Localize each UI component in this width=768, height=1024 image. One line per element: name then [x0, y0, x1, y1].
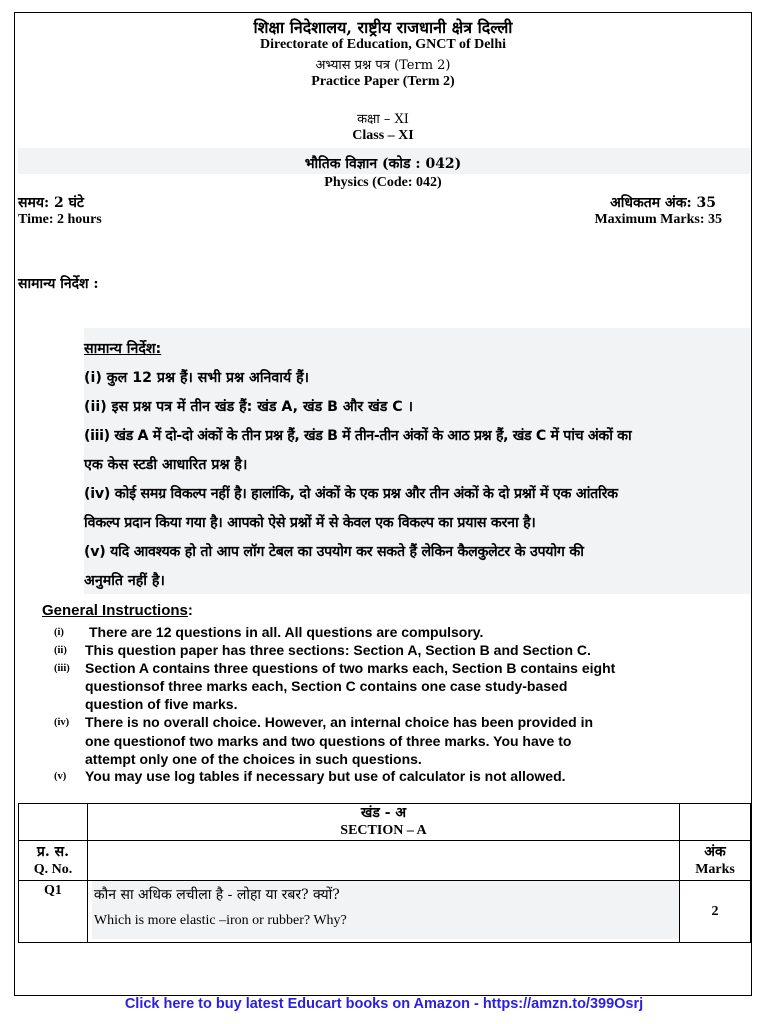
instruction-line: questionsof three marks each, Section C contains one case study-based: [85, 678, 568, 694]
question-text-hindi: कौन सा अधिक लचीला है - लोहा या रबर? क्यों?: [93, 887, 340, 903]
instruction-number: (v): [54, 771, 67, 782]
instruction-number: (iv): [54, 717, 70, 728]
general-instructions-heading-hindi: सामान्य निर्देश :: [18, 276, 99, 292]
hindi-instruction-line: एक केस स्टडी आधारित प्रश्न है।: [84, 457, 248, 473]
hindi-instructions-heading: सामान्य निर्देश:: [84, 341, 162, 357]
hindi-instruction-line: (i) कुल 12 प्रश्न हैं। सभी प्रश्न अनिवार्य हैं।: [84, 370, 310, 386]
question-cell: [87, 881, 679, 943]
hindi-instruction-line: (iv) कोई समग्र विकल्प नहीं है। हालांकि, दो अंकों के एक प्रश्न और तीन अंकों के दो प्रश्नों में एक आंतरिक: [84, 486, 618, 502]
marks-header-hindi: अंक: [704, 843, 726, 860]
max-marks-hindi: अधिकतम अंक: 35: [610, 195, 716, 211]
question-header-cell: [87, 841, 679, 881]
instruction-number: (i): [54, 627, 64, 638]
question-number: Q1: [44, 883, 62, 898]
section-header-right-cell: [680, 804, 751, 841]
footer-amazon-link[interactable]: Click here to buy latest Educart books on Amazon - https://amzn.to/399Osrj: [124, 996, 644, 1012]
instruction-line: There are 12 questions in all. All questions are compulsory.: [89, 624, 484, 640]
instruction-line: attempt only one of the choices in such questions.: [85, 751, 422, 767]
directorate-english: Directorate of Education, GNCT of Delhi: [259, 37, 506, 52]
instruction-line: You may use log tables if necessary but use of calculator is not allowed.: [85, 768, 566, 784]
time-english: Time: 2 hours: [18, 212, 102, 227]
instruction-line: There is no overall choice. However, an internal choice has been provided in: [85, 714, 594, 730]
marks-header-cell: [680, 841, 751, 881]
section-header-cell: [87, 804, 679, 841]
paper-title-english: Practice Paper (Term 2): [311, 74, 455, 89]
section-title-english: SECTION – A: [340, 823, 427, 838]
qno-cell: [19, 881, 88, 943]
section-a-table: [18, 803, 751, 943]
marks-header-english: Marks: [695, 861, 735, 877]
question-text-english: Which is more elastic –iron or rubber? Why?: [93, 913, 347, 928]
paper-title-hindi: अभ्यास प्रश्न पत्र (Term 2): [315, 58, 451, 73]
qno-header-hindi: प्र. स.: [36, 843, 69, 860]
question-marks: 2: [711, 903, 719, 919]
hindi-instruction-line: (iii) खंड A में दो-दो अंकों के तीन प्रश्न हैं, खंड B में तीन-तीन अंकों के आठ प्रश्न हैं, खंड C में पांच अंकों का: [84, 428, 632, 444]
instruction-line: This question paper has three sections: Section A, Section B and Section C.: [85, 642, 591, 658]
general-instructions-heading-text: General Instructions: [42, 602, 188, 619]
qno-header-english: Q. No.: [33, 861, 73, 877]
question-row: [19, 881, 751, 943]
section-header-row: [19, 804, 751, 841]
directorate-hindi: शिक्षा निदेशालय, राष्ट्रीय राजधानी क्षेत्र दिल्ली: [253, 18, 513, 37]
instruction-number: (iii): [54, 663, 70, 674]
hindi-instruction-line: (v) यदि आवश्यक हो तो आप लॉग टेबल का उपयोग कर सकते हैं लेकिन कैलकुलेटर के उपयोग की: [84, 544, 584, 560]
general-instructions-heading: [42, 602, 193, 619]
time-hindi: समय: 2 घंटे: [18, 195, 84, 211]
hindi-instruction-line: विकल्प प्रदान किया गया है। आपको ऐसे प्रश्नों में से केवल एक विकल्प का प्रयास करना है।: [84, 515, 536, 531]
subject-hindi: भौतिक विज्ञान (कोड : 042): [304, 156, 462, 172]
max-marks-english: Maximum Marks: 35: [594, 212, 722, 227]
marks-cell: [680, 881, 751, 943]
column-header-row: [19, 841, 751, 881]
hindi-instruction-line: अनुमति नहीं है।: [84, 573, 165, 589]
subject-english: Physics (Code: 042): [324, 175, 442, 190]
section-title-hindi: खंड - अ: [360, 805, 407, 821]
instruction-line: question of five marks.: [85, 696, 238, 712]
general-instructions-heading-colon: :: [187, 602, 193, 619]
class-english: Class – XI: [352, 128, 414, 143]
hindi-instruction-line: (ii) इस प्रश्न पत्र में तीन खंड हैं: खंड A, खंड B और खंड C ।: [84, 399, 413, 415]
section-header-left-cell: [19, 804, 88, 841]
class-hindi: कक्षा – XI: [357, 112, 409, 127]
instruction-line: one questionof two marks and two questions of three marks. You have to: [85, 733, 572, 749]
instruction-number: (ii): [54, 645, 67, 656]
qno-header-cell: [19, 841, 88, 881]
instruction-line: Section A contains three questions of two marks each, Section B contains eight: [85, 660, 616, 676]
question-shade: [92, 881, 679, 939]
